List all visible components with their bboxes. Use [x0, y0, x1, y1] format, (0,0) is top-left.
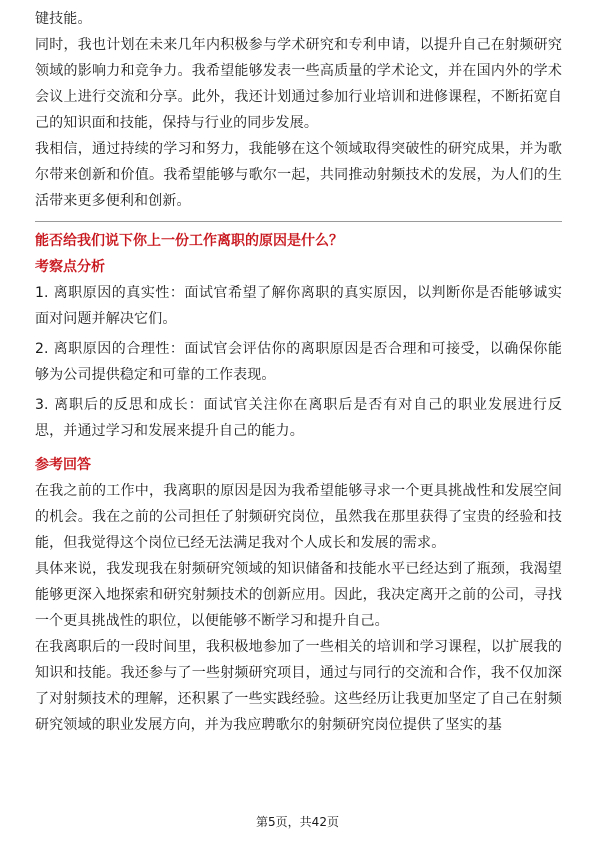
answer-paragraph: 在我之前的工作中，我离职的原因是因为我希望能够寻求一个更具挑战性和发展空间的机会。我在之前的公司担任了射频研究岗位，虽然我在那里获得了宝贵的经验和技能，但我觉得这个岗位已经无法满足我对个人成长和发展的需求。	[35, 483, 562, 551]
analysis-item: 1. 离职原因的真实性：面试官希望了解你离职的真实原因，以判断你是否能够诚实面对问题并解决它们。	[35, 285, 562, 327]
analysis-item: 3. 离职后的反思和成长：面试官关注你在离职后是否有对自己的职业发展进行反思，并通过学习和发展来提升自己的能力。	[35, 397, 562, 439]
page-number-footer: 第5页，共42页	[256, 815, 339, 829]
section-previous-answer-continued	[35, 6, 562, 214]
section-question	[35, 228, 562, 738]
answer-paragraph: 具体来说，我发现我在射频研究领域的知识储备和技能水平已经达到了瓶颈，我渴望能够更深入地探索和研究射频技术的创新应用。因此，我决定离开之前的公司，寻找一个更具挑战性的职位，以便能够不断学习和提升自己。	[35, 561, 562, 629]
section-divider	[35, 221, 562, 222]
question-heading: 能否给我们说下你上一份工作离职的原因是什么？	[35, 233, 343, 249]
answer-paragraph: 在我离职后的一段时间里，我积极地参加了一些相关的培训和学习课程，以扩展我的知识和技能。我还参与了一些射频研究项目，通过与同行的交流和合作，我不仅加深了对射频技术的理解，还积累了一些实践经验。这些经历让我更加坚定了自己在射频研究领域的职业发展方向，并为我应聘歌尔的射频研究岗位提供了坚实的基	[35, 639, 562, 733]
analysis-label: 考察点分析	[35, 259, 105, 275]
paragraph: 同时，我也计划在未来几年内积极参与学术研究和专利申请，以提升自己在射频研究领域的影响力和竞争力。我希望能够发表一些高质量的学术论文，并在国内外的学术会议上进行交流和分享。此外，我还计划通过参加行业培训和进修课程，不断拓宽自己的知识面和技能，保持与行业的同步发展。	[35, 37, 562, 131]
paragraph: 键技能。	[35, 11, 92, 27]
document-page	[35, 6, 562, 738]
answer-label: 参考回答	[35, 457, 91, 473]
paragraph: 我相信，通过持续的学习和努力，我能够在这个领域取得突破性的研究成果，并为歌尔带来创新和价值。我希望能够与歌尔一起，共同推动射频技术的发展，为人们的生活带来更多便利和创新。	[35, 141, 562, 209]
analysis-item: 2. 离职原因的合理性：面试官会评估你的离职原因是否合理和可接受，以确保你能够为公司提供稳定和可靠的工作表现。	[35, 341, 562, 383]
